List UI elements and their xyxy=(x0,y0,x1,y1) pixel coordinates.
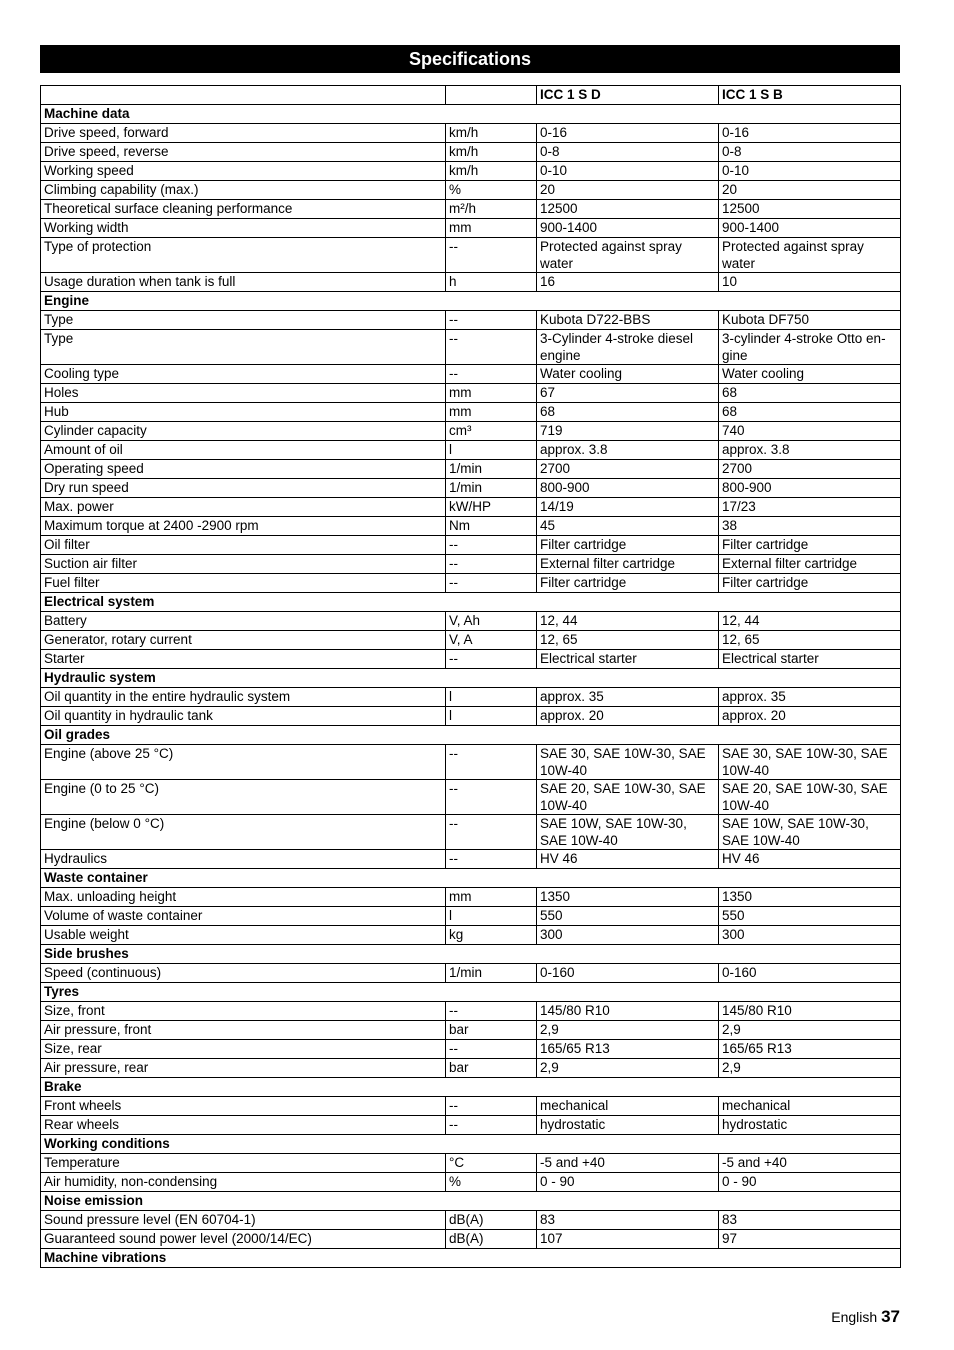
spec-value-icc-1-s-b: Electrical starter xyxy=(719,650,901,669)
footer-language: English xyxy=(831,1309,878,1325)
spec-value-icc-1-s-d: 45 xyxy=(537,517,719,536)
spec-value-icc-1-s-d: 165/65 R13 xyxy=(537,1040,719,1059)
spec-value-icc-1-s-d: approx. 3.8 xyxy=(537,441,719,460)
spec-unit: % xyxy=(446,181,537,200)
spec-unit: l xyxy=(446,441,537,460)
spec-unit: -- xyxy=(446,330,537,365)
section-header-row xyxy=(41,292,901,311)
spec-value-icc-1-s-b: SAE 10W, SAE 10W-30, SAE 10W-40 xyxy=(719,815,901,850)
spec-unit: kg xyxy=(446,926,537,945)
spec-value-icc-1-s-b: 20 xyxy=(719,181,901,200)
specifications-table xyxy=(40,85,901,1268)
spec-value-icc-1-s-d: hydrostatic xyxy=(537,1116,719,1135)
table-row xyxy=(41,1116,901,1135)
spec-label: Hub xyxy=(41,403,446,422)
section-header-row xyxy=(41,1249,901,1268)
spec-label: Max. power xyxy=(41,498,446,517)
spec-value-icc-1-s-d: approx. 35 xyxy=(537,688,719,707)
spec-value-icc-1-s-d: 20 xyxy=(537,181,719,200)
spec-value-icc-1-s-d: 900-1400 xyxy=(537,219,719,238)
spec-unit: km/h xyxy=(446,162,537,181)
section-title: Machine vibrations xyxy=(41,1249,901,1268)
section-title: Tyres xyxy=(41,983,901,1002)
spec-label: Rear wheels xyxy=(41,1116,446,1135)
spec-value-icc-1-s-d: 12500 xyxy=(537,200,719,219)
spec-label: Engine (below 0 °C) xyxy=(41,815,446,850)
spec-value-icc-1-s-b: 97 xyxy=(719,1230,901,1249)
table-row xyxy=(41,1097,901,1116)
table-row xyxy=(41,273,901,292)
spec-unit: -- xyxy=(446,238,537,273)
spec-unit: mm xyxy=(446,403,537,422)
spec-value-icc-1-s-b: 12500 xyxy=(719,200,901,219)
spec-label: Working width xyxy=(41,219,446,238)
spec-label: Dry run speed xyxy=(41,479,446,498)
page-footer xyxy=(831,1307,900,1327)
spec-value-icc-1-s-b: Kubota DF750 xyxy=(719,311,901,330)
spec-label: Cylinder capacity xyxy=(41,422,446,441)
table-row xyxy=(41,850,901,869)
spec-unit: kW/HP xyxy=(446,498,537,517)
table-row xyxy=(41,780,901,815)
spec-label: Type xyxy=(41,330,446,365)
spec-value-icc-1-s-b: 900-1400 xyxy=(719,219,901,238)
spec-value-icc-1-s-b: 0-16 xyxy=(719,124,901,143)
table-row xyxy=(41,479,901,498)
spec-value-icc-1-s-d: approx. 20 xyxy=(537,707,719,726)
spec-value-icc-1-s-b: Protected against spray water xyxy=(719,238,901,273)
spec-value-icc-1-s-b: 0 - 90 xyxy=(719,1173,901,1192)
spec-value-icc-1-s-b: 0-10 xyxy=(719,162,901,181)
spec-value-icc-1-s-d: -5 and +40 xyxy=(537,1154,719,1173)
spec-value-icc-1-s-b: SAE 30, SAE 10W-30, SAE 10W-40 xyxy=(719,745,901,780)
spec-unit: l xyxy=(446,688,537,707)
table-row xyxy=(41,536,901,555)
spec-value-icc-1-s-b: 740 xyxy=(719,422,901,441)
spec-value-icc-1-s-b: 145/80 R10 xyxy=(719,1002,901,1021)
table-row xyxy=(41,365,901,384)
spec-value-icc-1-s-d: 145/80 R10 xyxy=(537,1002,719,1021)
spec-value-icc-1-s-b: 0-8 xyxy=(719,143,901,162)
table-row xyxy=(41,926,901,945)
spec-label: Temperature xyxy=(41,1154,446,1173)
spec-unit: 1/min xyxy=(446,460,537,479)
table-row xyxy=(41,403,901,422)
spec-unit: 1/min xyxy=(446,479,537,498)
spec-value-icc-1-s-d: 1350 xyxy=(537,888,719,907)
table-row xyxy=(41,888,901,907)
spec-unit: km/h xyxy=(446,124,537,143)
section-title: Electrical system xyxy=(41,593,901,612)
table-header-row xyxy=(41,86,901,105)
spec-label: Volume of waste container xyxy=(41,907,446,926)
spec-label: Maximum torque at 2400 -2900 rpm xyxy=(41,517,446,536)
spec-value-icc-1-s-d: 719 xyxy=(537,422,719,441)
spec-value-icc-1-s-d: 0-160 xyxy=(537,964,719,983)
table-row xyxy=(41,517,901,536)
section-title: Brake xyxy=(41,1078,901,1097)
table-row xyxy=(41,311,901,330)
table-row xyxy=(41,1021,901,1040)
spec-value-icc-1-s-d: 550 xyxy=(537,907,719,926)
spec-label: Size, front xyxy=(41,1002,446,1021)
spec-value-icc-1-s-b: 68 xyxy=(719,384,901,403)
spec-value-icc-1-s-b: 17/23 xyxy=(719,498,901,517)
table-row xyxy=(41,1002,901,1021)
header-cell xyxy=(41,86,446,105)
spec-unit: -- xyxy=(446,1040,537,1059)
section-header-row xyxy=(41,1078,901,1097)
spec-label: Max. unloading height xyxy=(41,888,446,907)
table-row xyxy=(41,707,901,726)
spec-label: Engine (0 to 25 °C) xyxy=(41,780,446,815)
spec-label: Air pressure, rear xyxy=(41,1059,446,1078)
spec-value-icc-1-s-d: Filter cartridge xyxy=(537,536,719,555)
spec-value-icc-1-s-b: 38 xyxy=(719,517,901,536)
spec-unit: -- xyxy=(446,815,537,850)
spec-value-icc-1-s-d: Protected against spray water xyxy=(537,238,719,273)
table-row xyxy=(41,1040,901,1059)
spec-unit: -- xyxy=(446,536,537,555)
spec-value-icc-1-s-b: 3-cylinder 4-stroke Otto en-gine xyxy=(719,330,901,365)
spec-value-icc-1-s-d: 83 xyxy=(537,1211,719,1230)
spec-value-icc-1-s-b: Filter cartridge xyxy=(719,574,901,593)
page-number: 37 xyxy=(881,1307,900,1326)
spec-label: Type of protection xyxy=(41,238,446,273)
spec-unit: -- xyxy=(446,650,537,669)
spec-label: Climbing capability (max.) xyxy=(41,181,446,200)
spec-value-icc-1-s-d: 68 xyxy=(537,403,719,422)
spec-label: Working speed xyxy=(41,162,446,181)
table-row xyxy=(41,612,901,631)
table-row xyxy=(41,330,901,365)
spec-value-icc-1-s-b: SAE 20, SAE 10W-30, SAE 10W-40 xyxy=(719,780,901,815)
table-row xyxy=(41,907,901,926)
table-row xyxy=(41,422,901,441)
spec-value-icc-1-s-b: 300 xyxy=(719,926,901,945)
spec-value-icc-1-s-b: approx. 20 xyxy=(719,707,901,726)
table-row xyxy=(41,815,901,850)
spec-label: Usable weight xyxy=(41,926,446,945)
spec-label: Cooling type xyxy=(41,365,446,384)
spec-unit: °C xyxy=(446,1154,537,1173)
spec-value-icc-1-s-b: 800-900 xyxy=(719,479,901,498)
section-title: Working conditions xyxy=(41,1135,901,1154)
spec-value-icc-1-s-d: 2700 xyxy=(537,460,719,479)
spec-value-icc-1-s-d: Water cooling xyxy=(537,365,719,384)
spec-unit: -- xyxy=(446,311,537,330)
spec-value-icc-1-s-d: 300 xyxy=(537,926,719,945)
spec-value-icc-1-s-d: 12, 44 xyxy=(537,612,719,631)
table-row xyxy=(41,1059,901,1078)
spec-value-icc-1-s-b: 83 xyxy=(719,1211,901,1230)
section-title: Hydraulic system xyxy=(41,669,901,688)
spec-value-icc-1-s-b: External filter cartridge xyxy=(719,555,901,574)
spec-value-icc-1-s-b: Water cooling xyxy=(719,365,901,384)
spec-unit: V, Ah xyxy=(446,612,537,631)
spec-label: Starter xyxy=(41,650,446,669)
table-row xyxy=(41,219,901,238)
spec-label: Battery xyxy=(41,612,446,631)
spec-unit: -- xyxy=(446,745,537,780)
spec-label: Oil filter xyxy=(41,536,446,555)
spec-label: Sound pressure level (EN 60704-1) xyxy=(41,1211,446,1230)
header-cell xyxy=(446,86,537,105)
spec-unit: Nm xyxy=(446,517,537,536)
spec-value-icc-1-s-d: 107 xyxy=(537,1230,719,1249)
spec-label: Usage duration when tank is full xyxy=(41,273,446,292)
header-cell-model-d: ICC 1 S D xyxy=(537,86,719,105)
spec-value-icc-1-s-b: 10 xyxy=(719,273,901,292)
spec-label: Holes xyxy=(41,384,446,403)
spec-unit: mm xyxy=(446,888,537,907)
spec-value-icc-1-s-d: 14/19 xyxy=(537,498,719,517)
table-row xyxy=(41,238,901,273)
spec-value-icc-1-s-d: SAE 10W, SAE 10W-30, SAE 10W-40 xyxy=(537,815,719,850)
spec-label: Generator, rotary current xyxy=(41,631,446,650)
spec-value-icc-1-s-d: 800-900 xyxy=(537,479,719,498)
spec-value-icc-1-s-d: Filter cartridge xyxy=(537,574,719,593)
spec-value-icc-1-s-d: 16 xyxy=(537,273,719,292)
section-header-row xyxy=(41,945,901,964)
spec-label: Drive speed, forward xyxy=(41,124,446,143)
spec-label: Engine (above 25 °C) xyxy=(41,745,446,780)
spec-value-icc-1-s-b: mechanical xyxy=(719,1097,901,1116)
spec-value-icc-1-s-b: -5 and +40 xyxy=(719,1154,901,1173)
table-row xyxy=(41,181,901,200)
section-header-row xyxy=(41,669,901,688)
table-row xyxy=(41,555,901,574)
table-row xyxy=(41,124,901,143)
spec-value-icc-1-s-b: 2,9 xyxy=(719,1059,901,1078)
table-row xyxy=(41,498,901,517)
section-title: Oil grades xyxy=(41,726,901,745)
spec-value-icc-1-s-b: 2,9 xyxy=(719,1021,901,1040)
section-title: Noise emission xyxy=(41,1192,901,1211)
spec-unit: h xyxy=(446,273,537,292)
section-title: Waste container xyxy=(41,869,901,888)
spec-label: Guaranteed sound power level (2000/14/EC) xyxy=(41,1230,446,1249)
table-row xyxy=(41,1211,901,1230)
spec-value-icc-1-s-d: 67 xyxy=(537,384,719,403)
table-row xyxy=(41,441,901,460)
header-cell-model-b: ICC 1 S B xyxy=(719,86,901,105)
spec-value-icc-1-s-b: 12, 65 xyxy=(719,631,901,650)
spec-value-icc-1-s-b: HV 46 xyxy=(719,850,901,869)
spec-label: Fuel filter xyxy=(41,574,446,593)
spec-label: Hydraulics xyxy=(41,850,446,869)
spec-unit: m²/h xyxy=(446,200,537,219)
table-row xyxy=(41,631,901,650)
spec-value-icc-1-s-d: 2,9 xyxy=(537,1059,719,1078)
spec-value-icc-1-s-d: 3-Cylinder 4-stroke diesel engine xyxy=(537,330,719,365)
spec-unit: -- xyxy=(446,1097,537,1116)
spec-label: Suction air filter xyxy=(41,555,446,574)
spec-label: Size, rear xyxy=(41,1040,446,1059)
spec-unit: dB(A) xyxy=(446,1211,537,1230)
spec-label: Oil quantity in the entire hydraulic system xyxy=(41,688,446,707)
spec-value-icc-1-s-d: SAE 20, SAE 10W-30, SAE 10W-40 xyxy=(537,780,719,815)
spec-value-icc-1-s-d: 0 - 90 xyxy=(537,1173,719,1192)
table-row xyxy=(41,1173,901,1192)
table-row xyxy=(41,688,901,707)
spec-unit: -- xyxy=(446,574,537,593)
table-row xyxy=(41,1230,901,1249)
spec-unit: -- xyxy=(446,1116,537,1135)
spec-value-icc-1-s-b: approx. 3.8 xyxy=(719,441,901,460)
spec-label: Air pressure, front xyxy=(41,1021,446,1040)
spec-value-icc-1-s-b: 0-160 xyxy=(719,964,901,983)
spec-unit: l xyxy=(446,707,537,726)
spec-value-icc-1-s-b: approx. 35 xyxy=(719,688,901,707)
section-header-row xyxy=(41,105,901,124)
table-row xyxy=(41,745,901,780)
section-title: Machine data xyxy=(41,105,901,124)
table-row xyxy=(41,200,901,219)
spec-unit: V, A xyxy=(446,631,537,650)
spec-unit: 1/min xyxy=(446,964,537,983)
spec-unit: -- xyxy=(446,850,537,869)
spec-unit: cm³ xyxy=(446,422,537,441)
spec-label: Type xyxy=(41,311,446,330)
spec-value-icc-1-s-d: 0-16 xyxy=(537,124,719,143)
spec-label: Theoretical surface cleaning performance xyxy=(41,200,446,219)
table-row xyxy=(41,964,901,983)
spec-unit: bar xyxy=(446,1021,537,1040)
spec-label: Amount of oil xyxy=(41,441,446,460)
section-header-row xyxy=(41,593,901,612)
spec-value-icc-1-s-b: 68 xyxy=(719,403,901,422)
table-row xyxy=(41,143,901,162)
spec-label: Front wheels xyxy=(41,1097,446,1116)
spec-unit: dB(A) xyxy=(446,1230,537,1249)
spec-label: Air humidity, non-condensing xyxy=(41,1173,446,1192)
spec-value-icc-1-s-b: 12, 44 xyxy=(719,612,901,631)
spec-value-icc-1-s-d: Kubota D722-BBS xyxy=(537,311,719,330)
spec-value-icc-1-s-b: hydrostatic xyxy=(719,1116,901,1135)
spec-value-icc-1-s-d: 0-10 xyxy=(537,162,719,181)
spec-value-icc-1-s-b: 1350 xyxy=(719,888,901,907)
table-row xyxy=(41,574,901,593)
spec-unit: bar xyxy=(446,1059,537,1078)
spec-value-icc-1-s-d: mechanical xyxy=(537,1097,719,1116)
spec-label: Drive speed, reverse xyxy=(41,143,446,162)
page-title: Specifications xyxy=(40,45,900,73)
section-header-row xyxy=(41,1192,901,1211)
spec-value-icc-1-s-d: 12, 65 xyxy=(537,631,719,650)
spec-label: Speed (continuous) xyxy=(41,964,446,983)
spec-value-icc-1-s-d: HV 46 xyxy=(537,850,719,869)
spec-label: Operating speed xyxy=(41,460,446,479)
spec-value-icc-1-s-b: 165/65 R13 xyxy=(719,1040,901,1059)
spec-value-icc-1-s-d: SAE 30, SAE 10W-30, SAE 10W-40 xyxy=(537,745,719,780)
spec-value-icc-1-s-d: External filter cartridge xyxy=(537,555,719,574)
spec-label: Oil quantity in hydraulic tank xyxy=(41,707,446,726)
spec-unit: km/h xyxy=(446,143,537,162)
section-title: Side brushes xyxy=(41,945,901,964)
table-row xyxy=(41,650,901,669)
section-header-row xyxy=(41,726,901,745)
spec-value-icc-1-s-b: 2700 xyxy=(719,460,901,479)
spec-unit: mm xyxy=(446,219,537,238)
spec-unit: -- xyxy=(446,365,537,384)
table-row xyxy=(41,1154,901,1173)
table-row xyxy=(41,460,901,479)
spec-unit: l xyxy=(446,907,537,926)
spec-value-icc-1-s-b: 550 xyxy=(719,907,901,926)
spec-unit: -- xyxy=(446,1002,537,1021)
spec-value-icc-1-s-b: Filter cartridge xyxy=(719,536,901,555)
table-row xyxy=(41,384,901,403)
spec-value-icc-1-s-d: 2,9 xyxy=(537,1021,719,1040)
table-row xyxy=(41,162,901,181)
section-header-row xyxy=(41,869,901,888)
spec-unit: -- xyxy=(446,555,537,574)
spec-value-icc-1-s-d: Electrical starter xyxy=(537,650,719,669)
section-header-row xyxy=(41,983,901,1002)
spec-unit: -- xyxy=(446,780,537,815)
section-header-row xyxy=(41,1135,901,1154)
spec-unit: mm xyxy=(446,384,537,403)
spec-value-icc-1-s-d: 0-8 xyxy=(537,143,719,162)
spec-unit: % xyxy=(446,1173,537,1192)
section-title: Engine xyxy=(41,292,901,311)
